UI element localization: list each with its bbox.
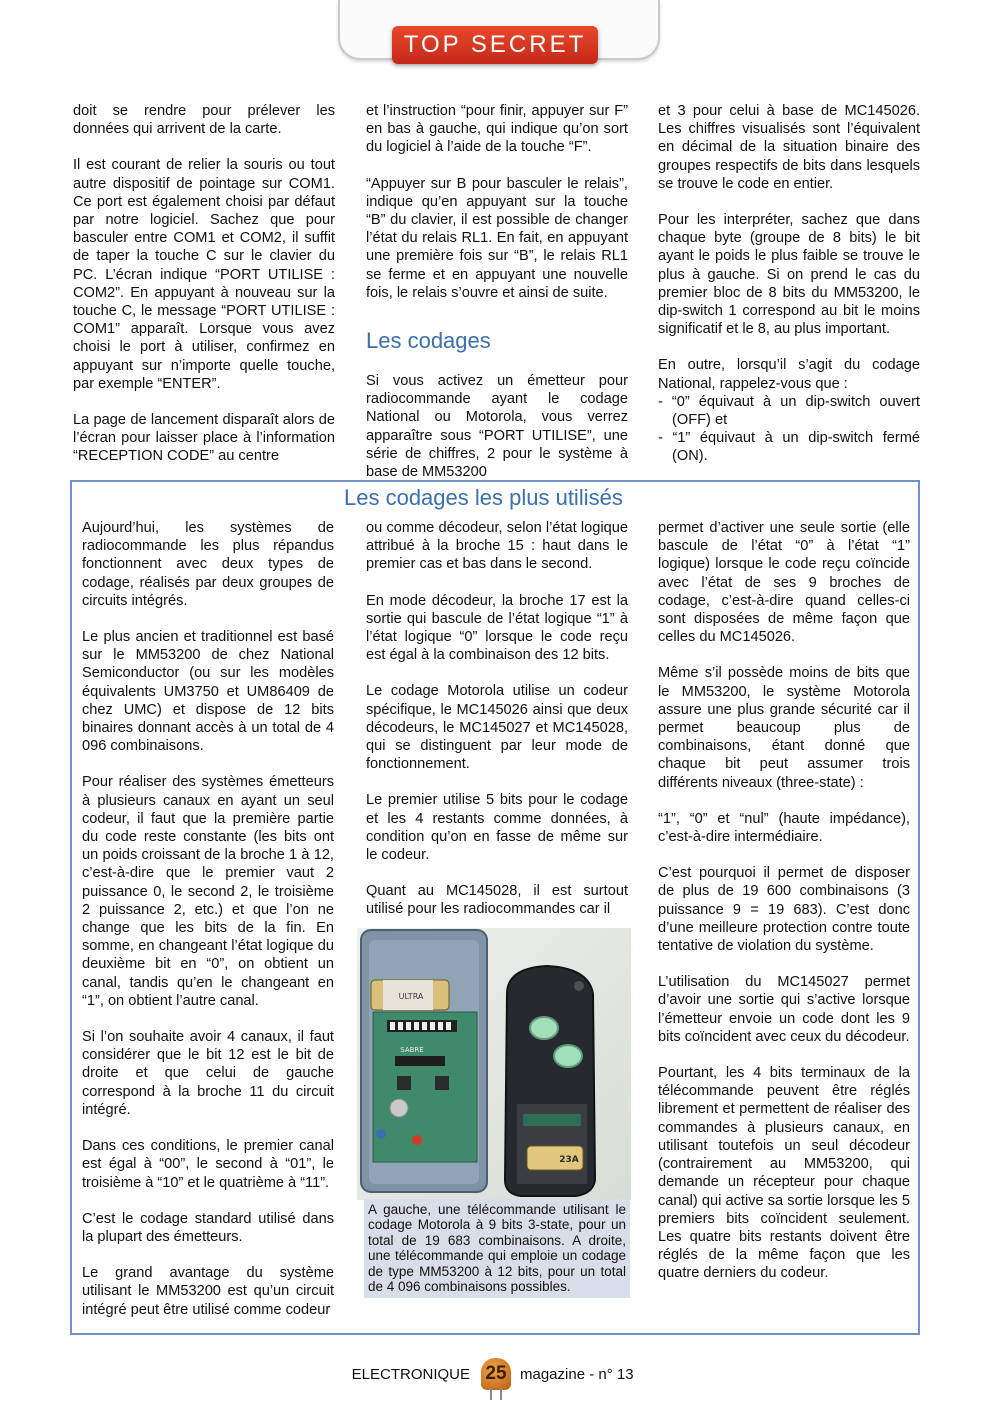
page-number-leg bbox=[500, 1388, 502, 1400]
paragraph: En mode décodeur, la broche 17 est la sortie qui bascule de l’état logique “1” à l’état logique “0” lorsque le code reçu est égal à la combinaison des 12 bits. bbox=[366, 592, 628, 664]
remote-controls-photo bbox=[357, 928, 631, 1200]
paragraph: “1”, “0” et “nul” (haute impédance), c’est-à-dire intermédiaire. bbox=[658, 810, 910, 846]
paragraph: La page de lancement disparaît alors de l’écran pour laisser place à l’information “RECEPTION CODE” au centre bbox=[73, 412, 335, 465]
paragraph: Même s’il possède moins de bits que le MM53200, le système Motorola assure une plus grande sécurité car il permet beaucoup plus de combinaisons, étant donné que chaque bit peut assumer trois différents niveaux (three-state) : bbox=[658, 665, 910, 791]
paragraph: Le grand avantage du système utilisant le MM53200 est qu’un circuit intégré peut être utilisé comme codeur bbox=[82, 1265, 334, 1318]
svg-text:ULTRA: ULTRA bbox=[398, 992, 424, 1001]
box-title: Les codages les plus utilisés bbox=[340, 484, 627, 512]
page-number: 25 bbox=[481, 1358, 511, 1390]
svg-text:23A: 23A bbox=[559, 1155, 579, 1165]
list-item: - “0” équivaut à un dip-switch ouvert (OFF) et bbox=[658, 393, 920, 429]
paragraph: Si vous activez un émetteur pour radiocommande ayant le codage National ou Motorola, vous verrez apparaître sous “PORT UTILISE”, une série de chiffres, 2 pour le système à base de MM53200 bbox=[366, 373, 628, 481]
bullet-list bbox=[658, 393, 920, 466]
paragraph: Pour les interpréter, sachez que dans chaque byte (groupe de 8 bits) le bit ayant le poids le plus faible se trouve le plus à gauche. Si on prend le cas du premier bloc de 8 bits du MM53200, le dip-switch 1 correspond au bit le moins significatif et le 8, au plus important. bbox=[658, 212, 920, 338]
paragraph: Aujourd’hui, les systèmes de radiocommande les plus répandus fonctionnent avec deux types de codage, réalisés par deux groupes de circuits intégrés. bbox=[82, 520, 334, 609]
paragraph: permet d’activer une seule sortie (elle bascule de l’état “0” à l’état “1” logique) lorsque le code reçu coïncide avec l’état de ses 9 broches de codage, c’est-à-dire quand celles-ci sont disposées de même façon que celles du MC145026. bbox=[658, 520, 910, 646]
box-column-2 bbox=[366, 519, 628, 919]
paragraph: “Appuyer sur B pour basculer le relais”, indique qu’en appuyant sur la touche “B” du clavier, il est possible de changer l’état du relais RL1. En fait, en appuyant une première fois sur “B”, le relais RL1 se ferme et en appuyant une nouvelle fois, le relais s’ouvre et ainsi de suite. bbox=[366, 175, 628, 301]
paragraph: En outre, lorsqu’il s’agit du codage National, rappelez-vous que : bbox=[658, 357, 920, 392]
paragraph: Si l’on souhaite avoir 4 canaux, il faut considérer que le bit 12 est le bit de droite et que celui de gauche correspond à la broche 11 du circuit intégré. bbox=[82, 1029, 334, 1118]
paragraph: Pourtant, les 4 bits terminaux de la télécommande peuvent être réglés librement et permettent de réaliser des commandes à plusieurs canaux, en utilisant toutefois un seul décodeur (contrairement au MM53200, qui demande un récepteur pour chaque canal) qui active sa sortie lorsque les 5 premiers bits coïncident seulement. Les quatre bits restants doivent être réglés de la même façon que les quatre derniers du codeur. bbox=[658, 1065, 910, 1282]
paragraph: Le codage Motorola utilise un codeur spécifique, le MC145026 ainsi que deux décodeurs, le MC145027 et MC145028, qui se distinguent par leur mode de fonctionnement. bbox=[366, 683, 628, 773]
paragraph: et l’instruction “pour finir, appuyer sur F” en bas à gauche, qui indique qu’on sort du logiciel à l’aide de la touche “F”. bbox=[366, 103, 628, 156]
top-column-2 bbox=[366, 102, 628, 481]
paragraph: Le plus ancien et traditionnel est basé sur le MM53200 de chez National Semiconductor (ou sur les modèles équivalents UM3750 et UM86409 de chez UMC) et dispose de 12 bits binaires donnant accès à un total de 4 096 combinaisons. bbox=[82, 629, 334, 755]
top-column-1 bbox=[73, 102, 335, 466]
box-column-1 bbox=[82, 519, 334, 1319]
footer-issue: magazine - n° 13 bbox=[520, 1366, 634, 1383]
paragraph: ou comme décodeur, selon l’état logique attribué à la broche 15 : haut dans le premier cas et bas dans le second. bbox=[366, 520, 628, 573]
box-column-3 bbox=[658, 519, 910, 1283]
paragraph: Dans ces conditions, le premier canal est égal à “00”, le second à “01”, le troisième à “10” et le quatrième à “11”. bbox=[82, 1138, 334, 1191]
remote-controls-illustration bbox=[357, 928, 631, 1200]
photo-caption: A gauche, une télécommande utilisant le codage Motorola à 9 bits 3-state, pour un total de 19 683 combinaisons. A droite, une télécommande qui emploie un codage de type MM53200 à 12 bits, pour un total de 4 096 combinaisons possibles. bbox=[364, 1199, 630, 1298]
paragraph: Pour réaliser des systèmes émetteurs à plusieurs canaux en ayant un seul codeur, il faut que la première partie du code reste constante (les bits ont un poids croissant de la broche 1 à 12, c’est-à-dire que le premier vaut 2 puissance 0, le second 2, le troisième 2 puissance 2, etc.) et que l’on ne change que les bits de la fin. En somme, en changeant l’état logique du deuxième bit en “0”, on obtient un canal, tandis qu’en le changeant en “1”, on obtient l’autre canal. bbox=[82, 774, 334, 1009]
paragraph: L’utilisation du MC145027 permet d’avoir une sortie qui s’active lorsque l’émetteur envoie un code dont les 9 bits coïncident avec ceux du décodeur. bbox=[658, 974, 910, 1045]
paragraph: C’est pourquoi il permet de disposer de plus de 19 600 combinaisons (3 puissance 9 = 19 683). C’est donc d’une meilleure protection contre toute tentative de violation du système. bbox=[658, 865, 910, 955]
paragraph: et 3 pour celui à base de MC145026. Les chiffres visualisés sont l’équivalent en décimal de la situation binaire des groupes respectifs de bits dans lesquels se trouve le code en entier. bbox=[658, 103, 920, 192]
paragraph: Il est courant de relier la souris ou tout autre dispositif de pointage sur COM1. Ce port est également choisi par défaut par notre logiciel. Sachez que pour basculer entre COM1 et COM2, il suffit de taper la touche C sur le clavier du PC. L’écran indique “PORT UTILISE : COM2”. En appuyant à nouveau sur la touche C, le message “PORT UTILISE : COM1” apparaît. Lorsque vous avez choisi le port à utiliser, confirmez en appuyant sur n’importe quelle touche, par exemple “ENTER”. bbox=[73, 157, 335, 392]
footer-magazine-name: ELECTRONIQUE bbox=[351, 1366, 470, 1383]
page-number-leg bbox=[490, 1388, 492, 1400]
paragraph: Quant au MC145028, il est surtout utilisé pour les radiocommandes car il bbox=[366, 883, 628, 918]
paragraph: doit se rendre pour prélever les données qui arrivent de la carte. bbox=[73, 103, 335, 138]
svg-text:SABRE: SABRE bbox=[400, 1046, 424, 1054]
paragraph: Le premier utilise 5 bits pour le codage et les 4 restants comme données, à condition qu’on en fasse de même sur le codeur. bbox=[366, 792, 628, 864]
page-footer bbox=[0, 1362, 992, 1398]
section-heading: Les codages bbox=[366, 328, 491, 354]
top-column-3 bbox=[658, 102, 920, 466]
paragraph: C’est le codage standard utilisé dans la plupart des émetteurs. bbox=[82, 1210, 334, 1245]
top-secret-tab: TOP SECRET bbox=[392, 26, 598, 64]
list-item: - “1” équivaut à un dip-switch fermé (ON). bbox=[658, 430, 920, 465]
